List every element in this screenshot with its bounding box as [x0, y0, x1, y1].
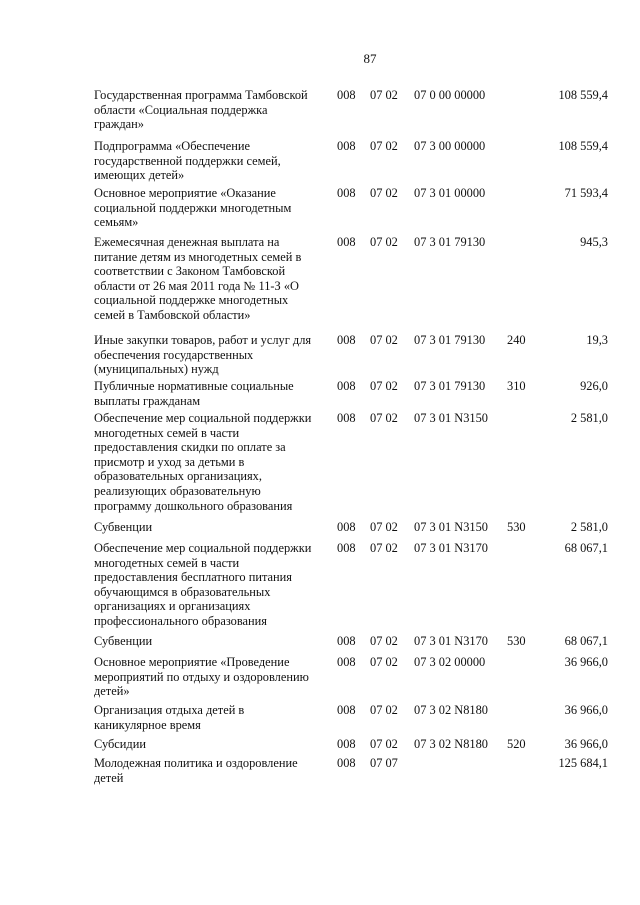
row-gr-code: 008	[337, 88, 356, 102]
row-name: Иные закупки товаров, работ и услуг для обеспечения государственных (муниципальных) нужд	[94, 333, 312, 377]
row-name: Субвенции	[94, 634, 153, 648]
row-name: Обеспечение мер социальной поддержки многодетных семей в части предоставления бесплатного питания обучающимся в образовательных организациях и организациях профессионального образования	[94, 541, 312, 628]
row-expense-type: 530	[507, 520, 526, 534]
row-sum: 68 067,1	[564, 541, 608, 555]
row-sum: 36 966,0	[564, 737, 608, 751]
row-sum: 36 966,0	[564, 655, 608, 669]
row-sum: 2 581,0	[570, 520, 608, 534]
row-section-code: 07 02	[370, 737, 398, 751]
row-sum: 19,3	[586, 333, 608, 347]
row-sum: 2 581,0	[570, 411, 608, 425]
row-section-code: 07 02	[370, 411, 398, 425]
row-gr-code: 008	[337, 333, 356, 347]
row-section-code: 07 02	[370, 88, 398, 102]
row-section-code: 07 02	[370, 139, 398, 153]
row-expense-type: 240	[507, 333, 526, 347]
row-target-code: 07 3 01 N3170	[414, 541, 488, 555]
row-sum: 108 559,4	[558, 88, 608, 102]
row-sum: 125 684,1	[558, 756, 608, 770]
row-name: Публичные нормативные социальные выплаты гражданам	[94, 379, 294, 408]
row-gr-code: 008	[337, 379, 356, 393]
row-target-code: 07 3 01 N3150	[414, 520, 488, 534]
row-name: Основное мероприятие «Проведение мероприятий по отдыху и оздоровлению детей»	[94, 655, 309, 699]
row-target-code: 07 3 00 00000	[414, 139, 486, 153]
row-name: Государственная программа Тамбовской области «Социальная поддержка граждан»	[94, 88, 308, 132]
row-target-code: 07 3 01 N3170	[414, 634, 488, 648]
row-target-code: 07 3 02 N8180	[414, 703, 488, 717]
row-name: Ежемесячная денежная выплата на питание детям из многодетных семей в соответствии с Законом Тамбовской области от 26 мая 2011 года № 11-З «О социальной поддержке многодетных семей в Тамбовской области»	[94, 235, 302, 322]
row-section-code: 07 02	[370, 520, 398, 534]
row-target-code: 07 3 01 79130	[414, 235, 486, 249]
row-expense-type: 310	[507, 379, 526, 393]
row-section-code: 07 02	[370, 235, 398, 249]
row-section-code: 07 02	[370, 541, 398, 555]
row-sum: 926,0	[580, 379, 608, 393]
row-section-code: 07 07	[370, 756, 398, 770]
row-target-code: 07 3 01 79130	[414, 379, 486, 393]
row-expense-type: 520	[507, 737, 526, 751]
row-target-code: 07 3 01 00000	[414, 186, 486, 200]
row-section-code: 07 02	[370, 655, 398, 669]
row-name: Субсидии	[94, 737, 146, 751]
row-name: Подпрограмма «Обеспечение государственной поддержки семей, имеющих детей»	[94, 139, 281, 183]
row-section-code: 07 02	[370, 634, 398, 648]
row-gr-code: 008	[337, 541, 356, 555]
page-number: 87	[363, 51, 377, 66]
row-sum: 71 593,4	[564, 186, 608, 200]
row-gr-code: 008	[337, 235, 356, 249]
row-name: Молодежная политика и оздоровление детей	[94, 756, 298, 785]
row-name: Обеспечение мер социальной поддержки многодетных семей в части предоставления скидки по оплате за присмотр и уход за детьми в образовательных организациях, реализующих образовательную программу дошкольного образования	[94, 411, 312, 513]
row-section-code: 07 02	[370, 333, 398, 347]
row-section-code: 07 02	[370, 186, 398, 200]
row-gr-code: 008	[337, 634, 356, 648]
row-gr-code: 008	[337, 703, 356, 717]
row-name: Основное мероприятие «Оказание социальной поддержки многодетным семьям»	[94, 186, 292, 230]
row-sum: 68 067,1	[564, 634, 608, 648]
row-target-code: 07 3 01 79130	[414, 333, 486, 347]
row-gr-code: 008	[337, 139, 356, 153]
row-section-code: 07 02	[370, 703, 398, 717]
row-target-code: 07 0 00 00000	[414, 88, 486, 102]
row-sum: 36 966,0	[564, 703, 608, 717]
row-target-code: 07 3 02 N8180	[414, 737, 488, 751]
row-section-code: 07 02	[370, 379, 398, 393]
row-sum: 945,3	[580, 235, 608, 249]
row-target-code: 07 3 02 00000	[414, 655, 486, 669]
row-gr-code: 008	[337, 655, 356, 669]
row-gr-code: 008	[337, 411, 356, 425]
row-expense-type: 530	[507, 634, 526, 648]
row-gr-code: 008	[337, 756, 356, 770]
row-gr-code: 008	[337, 737, 356, 751]
row-name: Субвенции	[94, 520, 153, 534]
row-gr-code: 008	[337, 520, 356, 534]
row-target-code: 07 3 01 N3150	[414, 411, 488, 425]
row-sum: 108 559,4	[558, 139, 608, 153]
row-name: Организация отдыха детей в каникулярное время	[94, 703, 245, 732]
row-gr-code: 008	[337, 186, 356, 200]
